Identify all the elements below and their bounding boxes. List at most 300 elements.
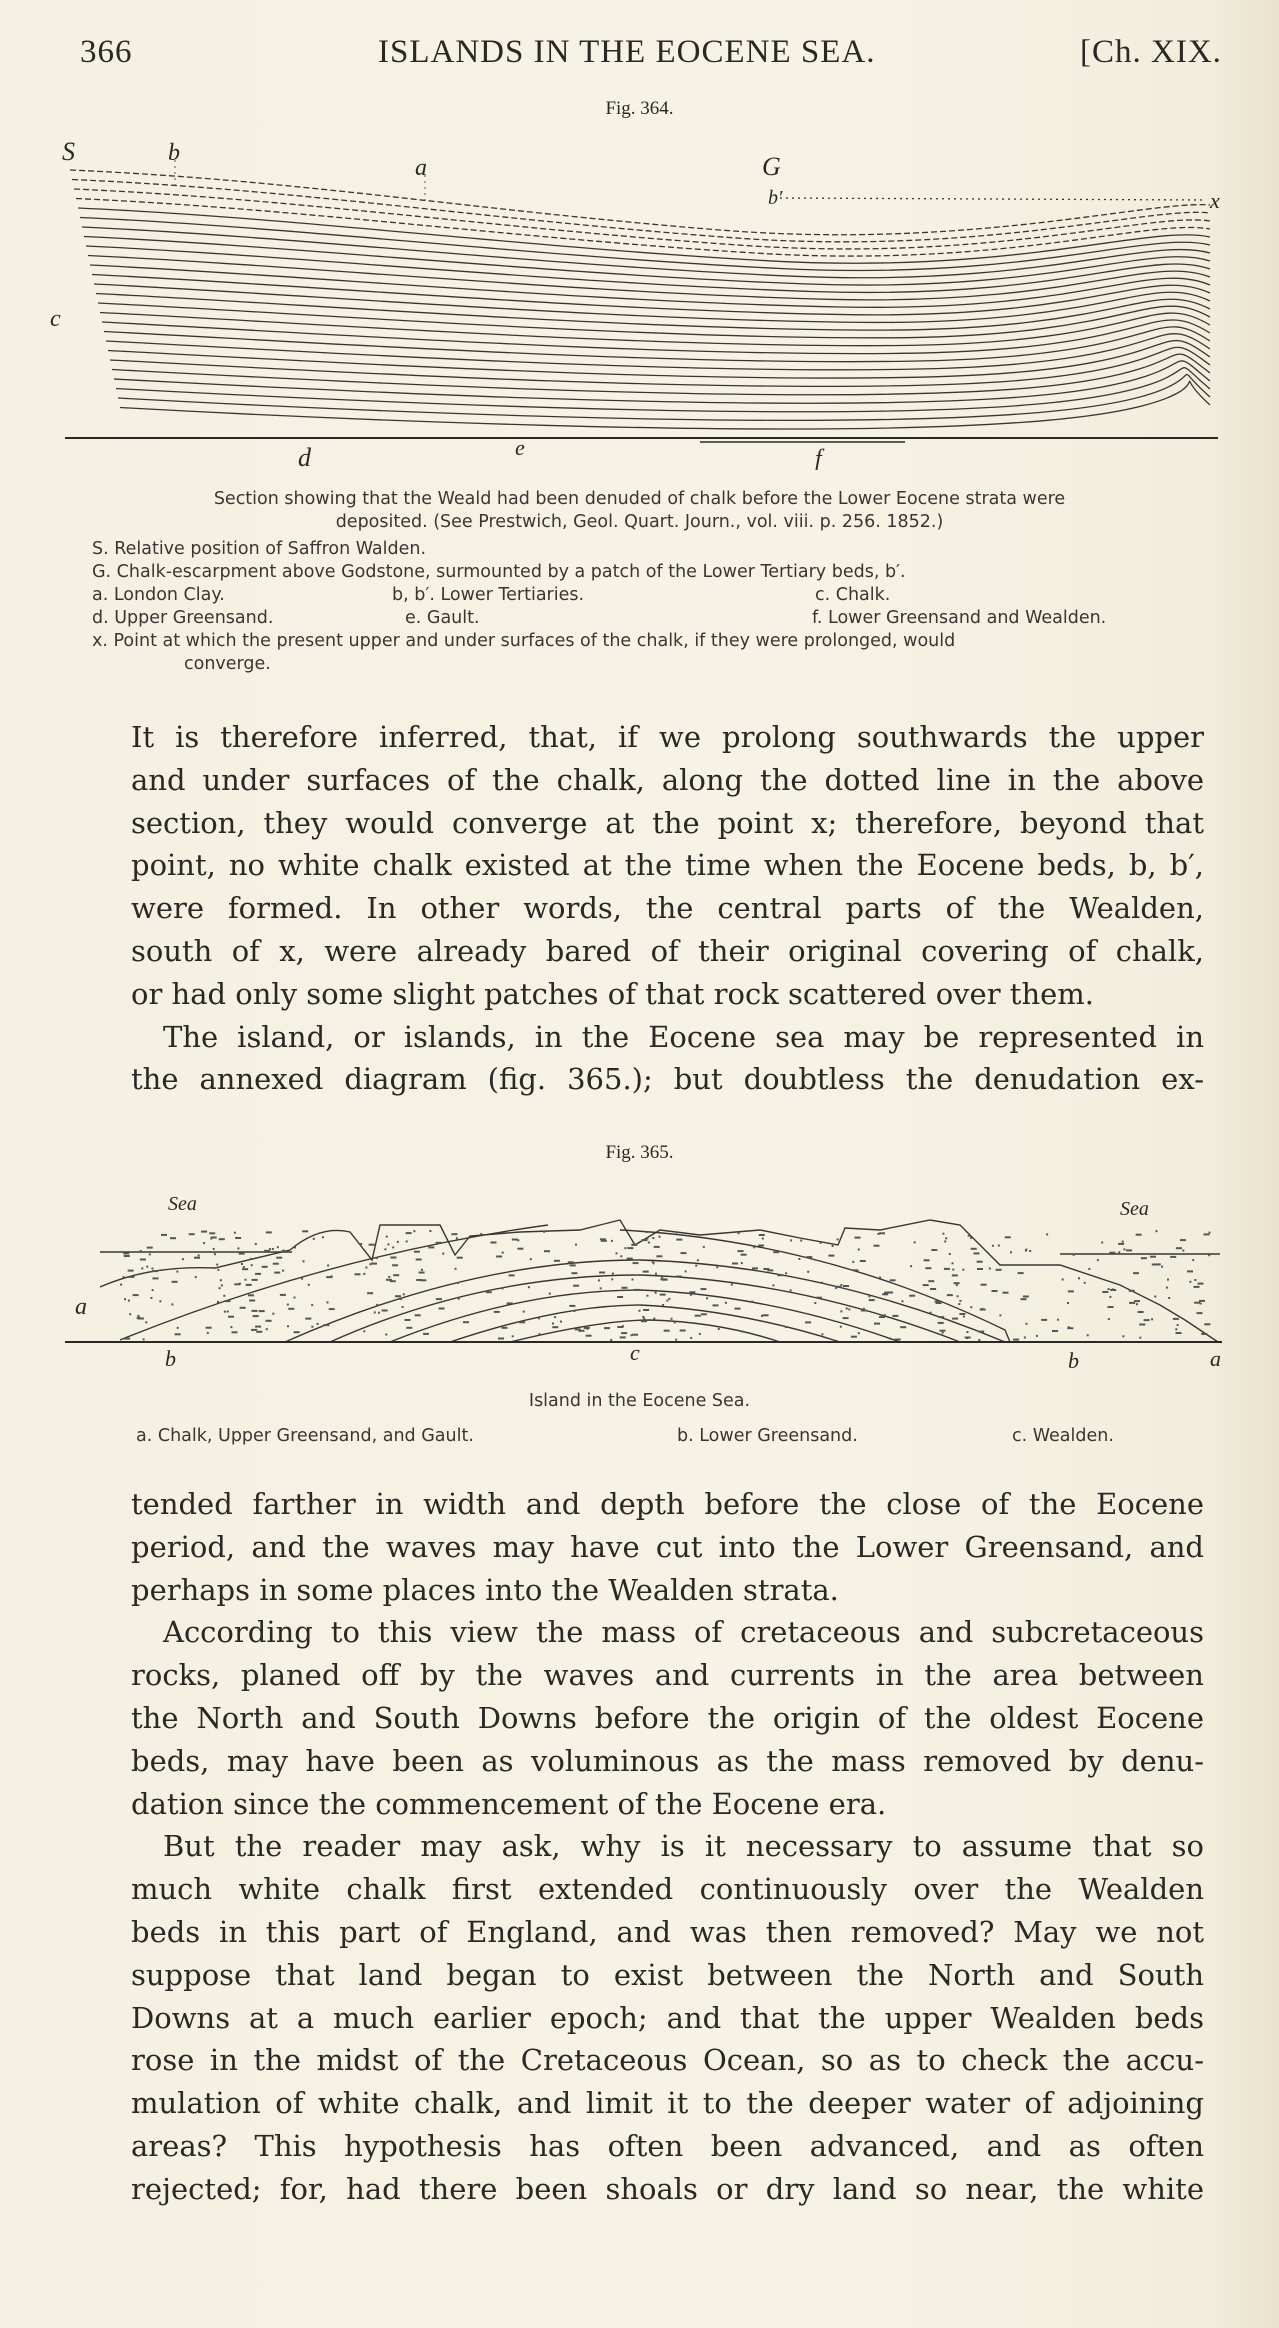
texture-mark [654, 1246, 660, 1248]
texture-mark [1209, 1232, 1211, 1234]
texture-mark [1068, 1290, 1074, 1292]
texture-mark [1029, 1250, 1031, 1252]
texture-mark [643, 1271, 649, 1273]
texture-mark [716, 1266, 718, 1268]
texture-mark [224, 1311, 226, 1313]
texture-mark [843, 1317, 849, 1319]
texture-mark [695, 1315, 701, 1317]
texture-mark [1141, 1257, 1147, 1259]
texture-mark [1126, 1249, 1132, 1251]
page-number: 366 [80, 34, 133, 70]
texture-mark [840, 1310, 842, 1312]
texture-mark [406, 1241, 408, 1243]
fig365-label-b-left: b [165, 1346, 176, 1371]
texture-mark [977, 1261, 983, 1263]
texture-mark [124, 1338, 130, 1340]
texture-mark [1136, 1303, 1138, 1305]
texture-mark [376, 1304, 378, 1306]
texture-mark [245, 1279, 247, 1281]
texture-mark [761, 1315, 763, 1317]
texture-mark [128, 1270, 134, 1272]
texture-mark [944, 1241, 946, 1243]
texture-mark [530, 1258, 532, 1260]
texture-mark [235, 1237, 241, 1239]
texture-mark [1101, 1242, 1103, 1244]
texture-mark [869, 1299, 875, 1301]
texture-mark [674, 1321, 676, 1323]
text-line: much white chalk first extended continuously over the Wealden [131, 1872, 1204, 1907]
texture-mark [676, 1231, 678, 1233]
texture-mark [620, 1255, 622, 1257]
text-line: rocks, planed off by the waves and currents in the area between [131, 1658, 1204, 1693]
texture-mark [1144, 1319, 1150, 1321]
texture-mark [643, 1309, 649, 1311]
texture-mark [1176, 1332, 1182, 1334]
texture-mark [287, 1325, 289, 1327]
texture-mark [713, 1304, 719, 1306]
texture-mark [124, 1298, 126, 1300]
texture-mark [266, 1320, 272, 1322]
texture-mark [851, 1336, 857, 1338]
texture-mark [1052, 1330, 1058, 1332]
texture-mark [149, 1253, 151, 1255]
text-line: beds, may have been as voluminous as the mass removed by denu- [131, 1743, 1204, 1778]
texture-mark [848, 1308, 850, 1310]
texture-mark [840, 1284, 842, 1286]
texture-mark [206, 1327, 212, 1329]
texture-mark [355, 1273, 361, 1275]
texture-mark [612, 1273, 614, 1275]
texture-mark [617, 1296, 623, 1298]
texture-mark [879, 1316, 885, 1318]
texture-mark [242, 1268, 248, 1270]
text-line: It is therefore inferred, that, if we prolong southwards the upper [131, 720, 1204, 754]
texture-mark [153, 1277, 159, 1279]
texture-mark [152, 1289, 154, 1291]
texture-mark [429, 1230, 431, 1232]
texture-mark [621, 1332, 627, 1334]
texture-mark [837, 1238, 839, 1240]
texture-mark [360, 1243, 362, 1245]
texture-mark [604, 1327, 610, 1329]
texture-mark [1173, 1318, 1179, 1320]
texture-mark [217, 1301, 219, 1303]
texture-mark [627, 1258, 633, 1260]
texture-mark [255, 1326, 261, 1328]
texture-mark [1194, 1302, 1200, 1304]
texture-mark [217, 1269, 219, 1271]
texture-mark [294, 1247, 296, 1249]
texture-mark [599, 1272, 605, 1274]
texture-mark [942, 1332, 944, 1334]
texture-mark [952, 1262, 954, 1264]
texture-mark [403, 1293, 405, 1295]
texture-mark [203, 1242, 205, 1244]
texture-mark [458, 1298, 460, 1300]
texture-mark [624, 1247, 626, 1249]
texture-mark [675, 1339, 677, 1341]
texture-mark [369, 1263, 371, 1265]
texture-mark [1003, 1292, 1009, 1294]
texture-mark [974, 1252, 980, 1254]
texture-mark [392, 1264, 398, 1266]
texture-mark [832, 1245, 834, 1247]
texture-mark [952, 1318, 958, 1320]
texture-mark [1073, 1254, 1075, 1256]
texture-mark [322, 1236, 324, 1238]
texture-mark [392, 1246, 394, 1248]
texture-mark [177, 1327, 179, 1329]
texture-mark [287, 1304, 289, 1306]
texture-mark [900, 1326, 906, 1328]
texture-mark [201, 1231, 207, 1233]
texture-mark [517, 1248, 523, 1250]
texture-mark [249, 1300, 255, 1302]
texture-mark [544, 1250, 550, 1252]
texture-mark [1182, 1250, 1184, 1252]
texture-mark [785, 1272, 787, 1274]
fig365-legend-b: b. Lower Greensand. [677, 1426, 858, 1446]
texture-mark [732, 1263, 738, 1265]
texture-mark [947, 1294, 953, 1296]
texture-mark [129, 1313, 131, 1315]
texture-mark [243, 1266, 245, 1268]
texture-mark [323, 1324, 329, 1326]
texture-mark [970, 1306, 972, 1308]
texture-mark [656, 1255, 662, 1257]
fig364-caption-1: Section showing that the Weald had been denuded of chalk before the Lower Eocene strata were [213, 489, 1066, 509]
texture-mark [639, 1310, 641, 1312]
texture-mark [209, 1232, 215, 1234]
texture-mark [689, 1291, 695, 1293]
texture-mark [611, 1278, 613, 1280]
texture-mark [406, 1232, 412, 1234]
texture-mark [507, 1302, 513, 1304]
texture-mark [914, 1241, 916, 1243]
fig364-label-bprime: b′ [768, 187, 783, 209]
texture-mark [363, 1273, 365, 1275]
text-line: rose in the midst of the Cretaceous Ocean, so as to check the accu- [131, 2043, 1204, 2078]
texture-mark [528, 1286, 530, 1288]
texture-mark [773, 1251, 779, 1253]
texture-mark [457, 1282, 459, 1284]
text-line: and under surfaces of the chalk, along the dotted line in the above [131, 762, 1204, 797]
texture-mark [570, 1264, 576, 1266]
texture-mark [317, 1323, 319, 1325]
text-line: suppose that land began to exist between the North and South [131, 1957, 1204, 1992]
texture-mark [141, 1267, 143, 1269]
texture-mark [858, 1249, 860, 1251]
texture-mark [1187, 1270, 1193, 1272]
texture-mark [1067, 1327, 1073, 1329]
texture-mark [820, 1242, 822, 1244]
texture-mark [930, 1288, 936, 1290]
texture-mark [140, 1259, 146, 1261]
texture-mark [959, 1313, 965, 1315]
legend-S: S. Relative position of Saffron Walden. [92, 539, 427, 559]
texture-mark [502, 1287, 504, 1289]
texture-mark [910, 1265, 912, 1267]
texture-mark [882, 1293, 888, 1295]
texture-mark [646, 1231, 648, 1233]
texture-mark [970, 1237, 972, 1239]
texture-mark [227, 1311, 229, 1313]
texture-mark [930, 1312, 932, 1314]
text-line: dation since the commencement of the Eocene era. [131, 1786, 887, 1821]
texture-mark [945, 1237, 947, 1239]
texture-mark [762, 1238, 764, 1240]
texture-mark [1088, 1268, 1090, 1270]
texture-mark [1194, 1286, 1200, 1288]
texture-mark [884, 1292, 890, 1294]
text-line: perhaps in some places into the Wealden strata. [131, 1572, 839, 1607]
texture-mark [790, 1239, 792, 1241]
legend-c: c. Chalk. [815, 585, 891, 605]
texture-mark [653, 1262, 655, 1264]
texture-mark [554, 1316, 556, 1318]
texture-mark [772, 1284, 774, 1286]
texture-mark [909, 1295, 915, 1297]
text-line: But the reader may ask, why is it necessary to assume that so [163, 1829, 1204, 1864]
texture-mark [805, 1321, 811, 1323]
texture-mark [610, 1339, 612, 1341]
texture-mark [977, 1268, 983, 1270]
texture-mark [274, 1272, 280, 1274]
stratum-line [116, 368, 1210, 412]
texture-mark [413, 1230, 415, 1232]
texture-mark [509, 1274, 515, 1276]
texture-mark [1198, 1283, 1204, 1285]
texture-mark [240, 1307, 246, 1309]
stratum-line [112, 354, 1210, 395]
texture-mark [807, 1271, 809, 1273]
texture-mark [966, 1337, 968, 1339]
texture-mark [277, 1246, 279, 1248]
texture-mark [502, 1252, 504, 1254]
texture-mark [494, 1311, 500, 1313]
fig365-label: Fig. 365. [605, 1142, 674, 1163]
texture-mark [250, 1258, 252, 1260]
texture-mark [1192, 1259, 1194, 1261]
texture-mark [397, 1241, 399, 1243]
texture-mark [211, 1237, 217, 1239]
texture-mark [123, 1276, 125, 1278]
texture-mark [653, 1318, 655, 1320]
texture-mark [303, 1260, 305, 1262]
texture-mark [690, 1294, 692, 1296]
texture-mark [1041, 1319, 1047, 1321]
texture-mark [419, 1272, 425, 1274]
texture-mark [1010, 1251, 1012, 1253]
texture-mark [1109, 1296, 1111, 1298]
texture-mark [622, 1325, 624, 1327]
stratum-line [90, 265, 1210, 307]
texture-mark [294, 1331, 300, 1333]
texture-mark [681, 1252, 687, 1254]
texture-mark [1108, 1288, 1110, 1290]
texture-mark [641, 1320, 647, 1322]
texture-mark [741, 1262, 743, 1264]
texture-mark [725, 1302, 727, 1304]
texture-mark [327, 1301, 329, 1303]
fig365-legend-a: a. Chalk, Upper Greensand, and Gault. [136, 1426, 474, 1446]
texture-mark [248, 1294, 254, 1296]
texture-mark [393, 1274, 399, 1276]
texture-mark [120, 1284, 122, 1286]
texture-mark [966, 1331, 968, 1333]
texture-mark [759, 1234, 765, 1236]
texture-mark [369, 1244, 375, 1246]
fig364-caption-2: deposited. (See Prestwich, Geol. Quart. Journ., vol. viii. p. 256. 1852.) [335, 512, 944, 532]
text-line: beds in this part of England, and was then removed? May we not [131, 1915, 1204, 1949]
texture-mark [133, 1294, 139, 1296]
fig365-legend-c: c. Wealden. [1012, 1426, 1114, 1446]
texture-mark [892, 1315, 898, 1317]
texture-mark [816, 1297, 822, 1299]
texture-mark [1109, 1252, 1115, 1254]
texture-mark [655, 1292, 657, 1294]
text-line: section, they would converge at the point x; therefore, beyond that [131, 805, 1204, 840]
texture-mark [923, 1284, 929, 1286]
legend-x-cont: converge. [184, 654, 271, 674]
texture-mark [971, 1248, 977, 1250]
texture-mark [171, 1303, 173, 1305]
texture-mark [281, 1250, 287, 1252]
texture-mark [642, 1316, 644, 1318]
texture-mark [697, 1259, 699, 1261]
texture-mark [228, 1316, 234, 1318]
texture-mark [890, 1279, 896, 1281]
texture-mark [877, 1233, 879, 1235]
texture-mark [382, 1310, 388, 1312]
texture-mark [1062, 1279, 1064, 1281]
texture-mark [221, 1284, 223, 1286]
texture-mark [262, 1266, 268, 1268]
text-line: rejected; for, had there been shoals or dry land so near, the white [131, 2171, 1204, 2206]
texture-mark [1024, 1337, 1026, 1339]
texture-mark [137, 1315, 139, 1317]
texture-mark [1108, 1318, 1110, 1320]
texture-mark [668, 1298, 670, 1300]
texture-mark [992, 1245, 994, 1247]
texture-mark [660, 1294, 666, 1296]
texture-mark [806, 1256, 812, 1258]
texture-mark [311, 1304, 313, 1306]
texture-mark [251, 1329, 257, 1331]
texture-mark [763, 1314, 769, 1316]
texture-mark [282, 1270, 284, 1272]
texture-mark [480, 1233, 482, 1235]
texture-mark [388, 1276, 390, 1278]
texture-mark [305, 1318, 311, 1320]
texture-mark [981, 1284, 987, 1286]
fig364-label: Fig. 364. [605, 98, 674, 119]
texture-mark [387, 1243, 389, 1245]
texture-mark [632, 1334, 638, 1336]
fig364-label-a: a [415, 155, 427, 181]
texture-mark [519, 1321, 525, 1323]
texture-mark [1122, 1335, 1124, 1337]
texture-mark [1087, 1334, 1089, 1336]
texture-mark [523, 1311, 525, 1313]
texture-mark [586, 1335, 592, 1337]
texture-mark [374, 1311, 376, 1313]
texture-mark [631, 1334, 633, 1336]
texture-mark [611, 1240, 613, 1242]
texture-mark [661, 1276, 663, 1278]
texture-mark [237, 1247, 239, 1249]
texture-mark [251, 1264, 253, 1266]
texture-mark [225, 1300, 231, 1302]
chapter-label: [Ch. XIX. [1080, 34, 1222, 70]
texture-mark [313, 1238, 315, 1240]
texture-mark [631, 1244, 637, 1246]
texture-mark [416, 1279, 422, 1281]
legend-b: b, b′. Lower Tertiaries. [392, 585, 585, 605]
texture-mark [648, 1242, 650, 1244]
texture-mark [436, 1242, 442, 1244]
texture-mark [632, 1279, 634, 1281]
texture-mark [272, 1313, 274, 1315]
text-line: The island, or islands, in the Eocene sea may be represented in [163, 1019, 1204, 1054]
texture-mark [1134, 1300, 1140, 1302]
texture-mark [1175, 1328, 1177, 1330]
texture-mark [814, 1302, 816, 1304]
text-line: mulation of white chalk, and limit it to the deeper water of adjoining [131, 2086, 1204, 2121]
texture-mark [642, 1239, 648, 1241]
texture-mark [1046, 1233, 1048, 1235]
texture-mark [695, 1265, 697, 1267]
texture-mark [161, 1234, 167, 1236]
text-line: tended farther in width and depth before the close of the Eocene [131, 1487, 1204, 1521]
texture-mark [252, 1310, 258, 1312]
texture-mark [365, 1267, 367, 1269]
texture-mark [266, 1231, 272, 1233]
texture-mark [457, 1257, 463, 1259]
texture-mark [172, 1281, 178, 1283]
texture-mark [195, 1276, 197, 1278]
text-line: the North and South Downs before the origin of the oldest Eocene [131, 1701, 1204, 1735]
texture-mark [1156, 1230, 1158, 1232]
texture-mark [246, 1284, 252, 1286]
legend-G: G. Chalk-escarpment above Godstone, surmounted by a patch of the Lower Tertiary beds, b′. [92, 562, 906, 582]
fig364-label-G: G [762, 152, 781, 181]
texture-mark [223, 1295, 225, 1297]
texture-mark [416, 1259, 422, 1261]
texture-mark [214, 1253, 216, 1255]
texture-mark [655, 1273, 657, 1275]
texture-mark [1189, 1281, 1191, 1283]
texture-mark [855, 1237, 861, 1239]
texture-mark [980, 1309, 986, 1311]
texture-mark [738, 1250, 744, 1252]
texture-mark [491, 1242, 497, 1244]
texture-mark [767, 1269, 773, 1271]
texture-mark [646, 1237, 648, 1239]
texture-mark [451, 1233, 457, 1235]
texture-mark [143, 1338, 145, 1340]
texture-mark [301, 1278, 303, 1280]
texture-mark [1167, 1279, 1169, 1281]
texture-mark [685, 1270, 687, 1272]
texture-mark [273, 1263, 279, 1265]
texture-mark [902, 1300, 904, 1302]
texture-mark [800, 1240, 802, 1242]
texture-mark [259, 1310, 265, 1312]
texture-mark [189, 1233, 195, 1235]
texture-mark [182, 1258, 184, 1260]
texture-mark [586, 1328, 588, 1330]
